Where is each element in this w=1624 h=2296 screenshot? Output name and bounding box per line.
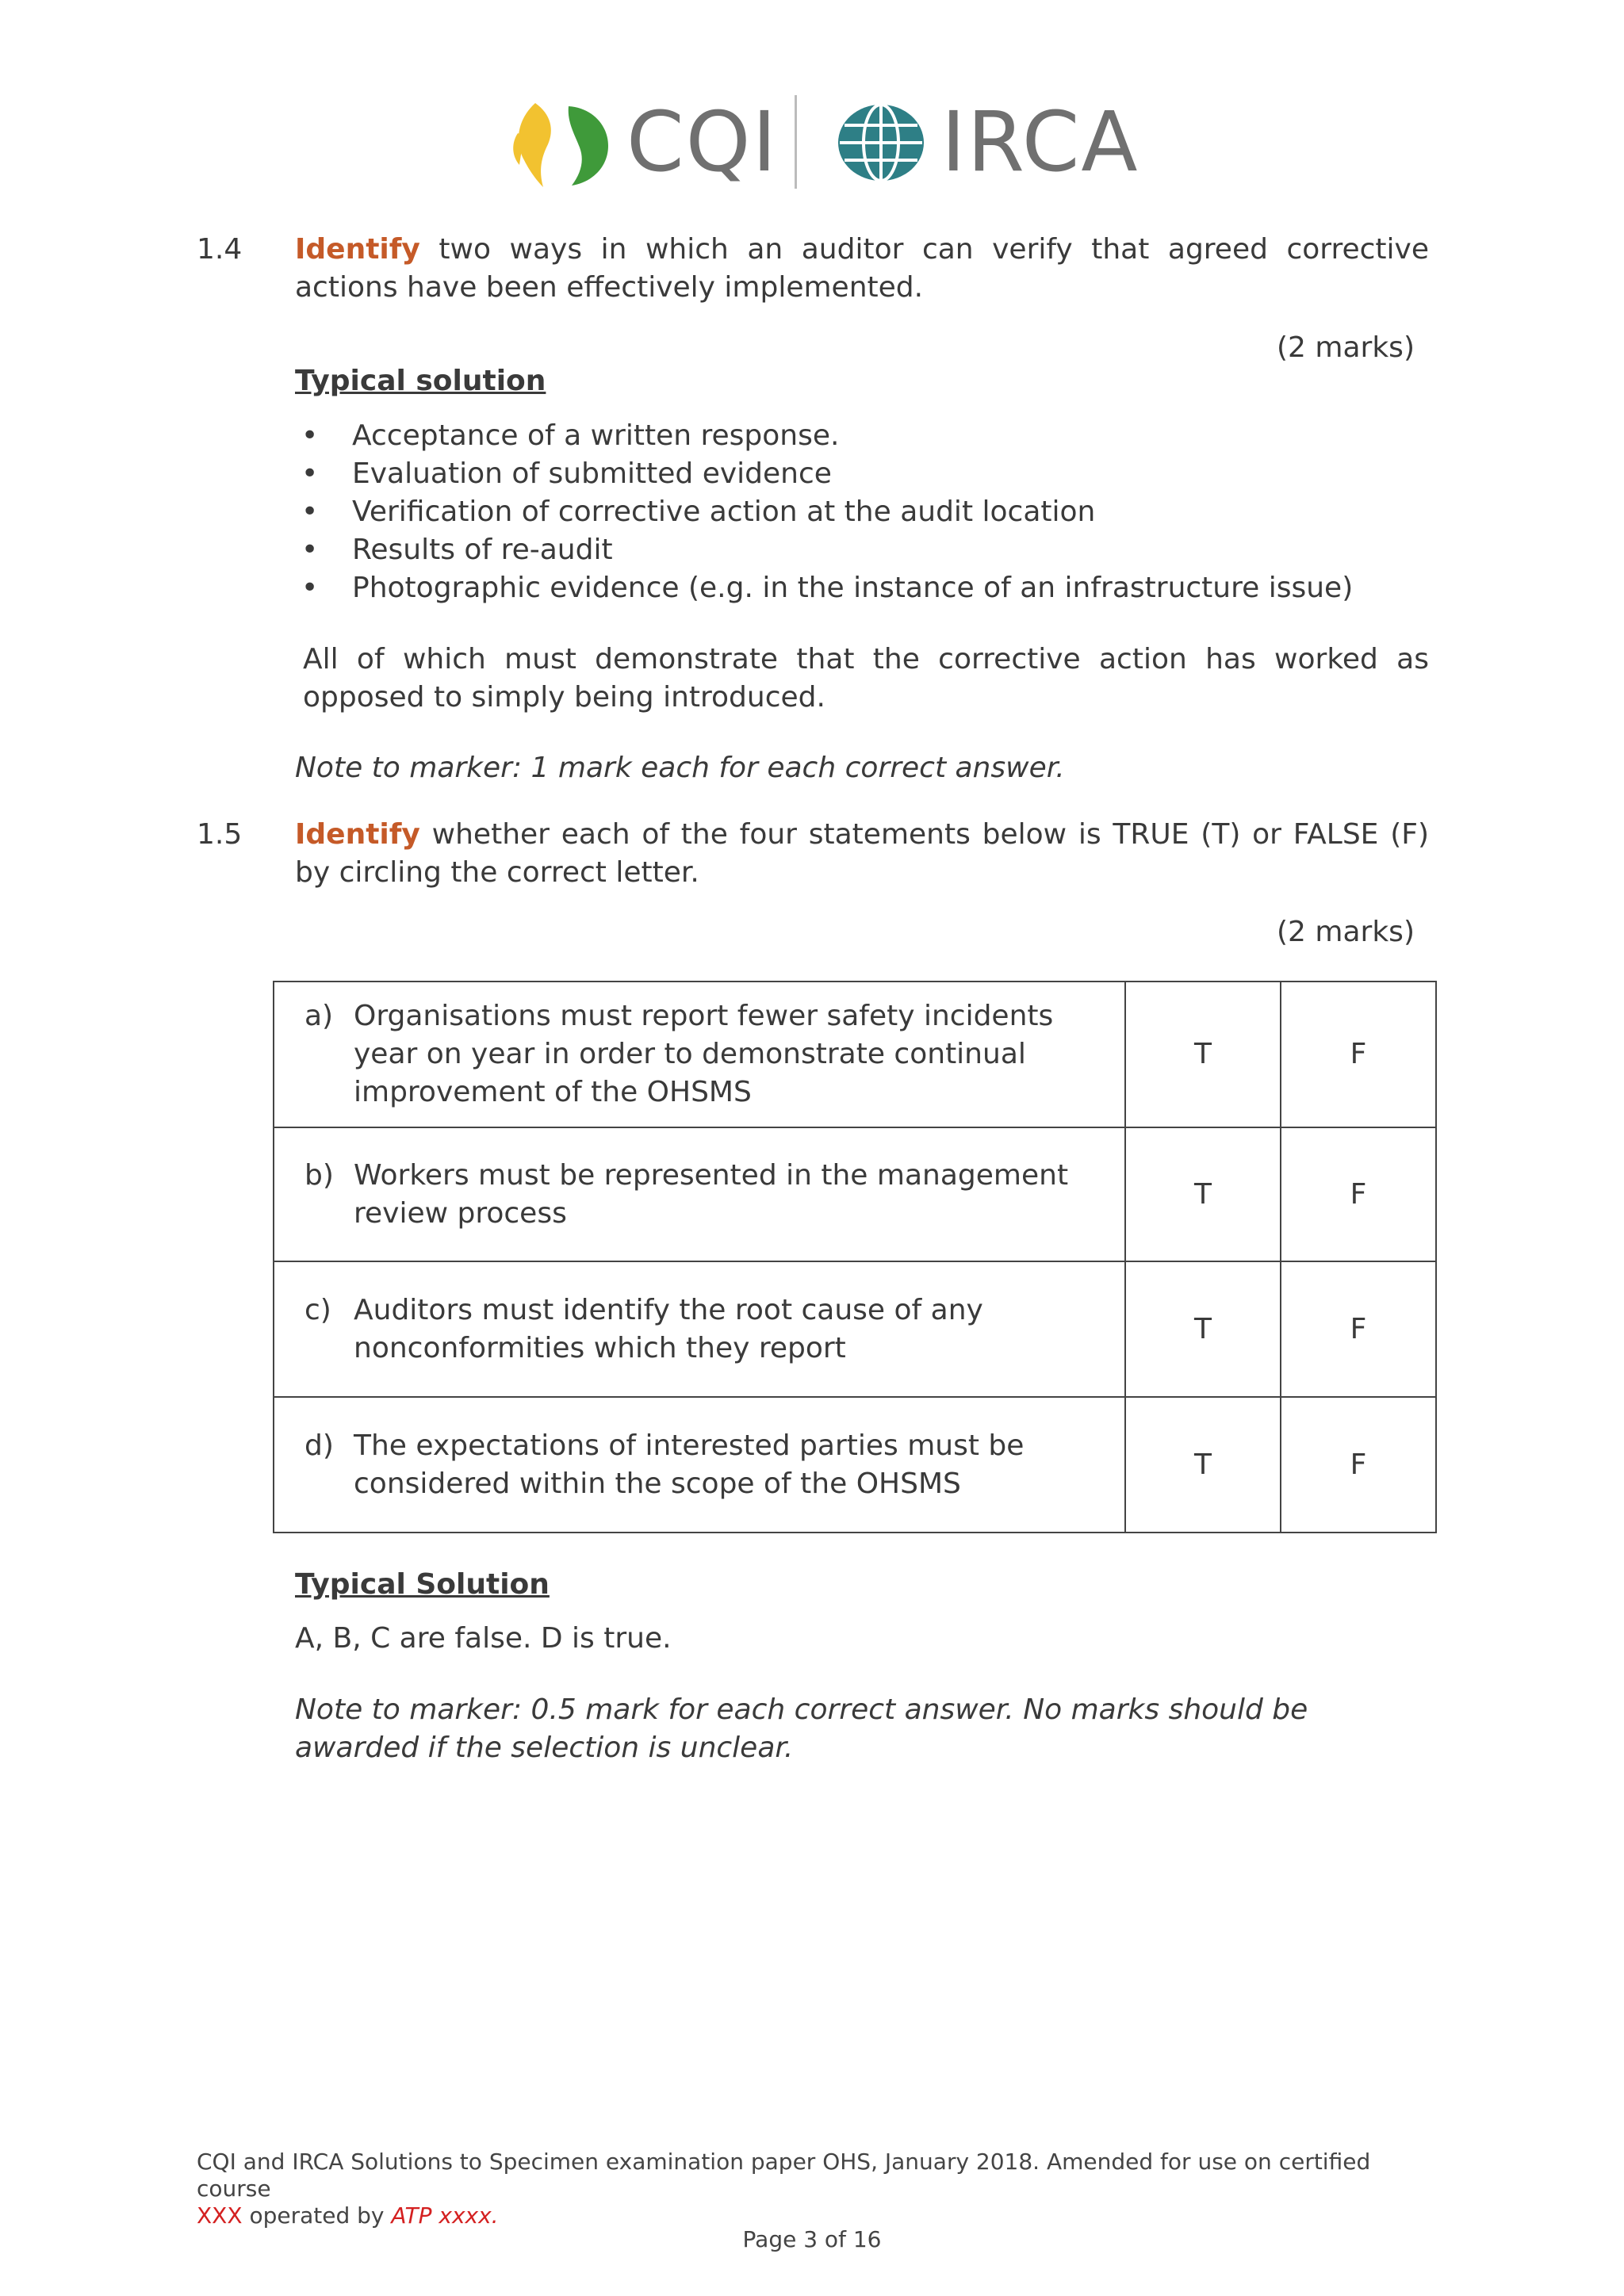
footer-line: CQI and IRCA Solutions to Specimen examination paper OHS, January 2018. Amended for use on certified course <box>197 2149 1371 2202</box>
false-option[interactable]: F <box>1281 1127 1436 1261</box>
false-option[interactable]: F <box>1281 982 1436 1127</box>
marker-note: Note to marker: 0.5 mark for each correct answer. No marks should be awarded if the selection is unclear. <box>295 1693 1308 1764</box>
question-rest: whether each of the four statements below is TRUE (T) or FALSE (F) by circling the correct letter. <box>295 818 1429 889</box>
false-option[interactable]: F <box>1281 1397 1436 1533</box>
question-text <box>295 231 1429 307</box>
question-number: 1.5 <box>197 818 243 851</box>
list-item: • Photographic evidence (e.g. in the instance of an infrastructure issue) <box>295 569 1353 607</box>
footer-operated-by: operated by <box>242 2202 392 2229</box>
page-number: Page 3 of 16 <box>742 2226 882 2252</box>
question-text <box>295 816 1429 892</box>
marks-label: (2 marks) <box>1277 331 1415 364</box>
solution-paragraph: All of which must demonstrate that the corrective action has worked as opposed to simply being introduced. <box>303 643 1429 714</box>
solution-heading: Typical Solution <box>295 1568 550 1601</box>
table-row <box>274 1397 1436 1533</box>
irca-globe-icon <box>835 101 927 184</box>
table-row <box>274 982 1436 1127</box>
solution-heading: Typical solution <box>295 365 546 397</box>
true-option[interactable]: T <box>1125 982 1281 1127</box>
statement-cell <box>274 982 1125 1127</box>
marker-note: Note to marker: 1 mark each for each correct answer. <box>295 752 1065 784</box>
list-item: • Acceptance of a written response. <box>295 417 1353 455</box>
statement-label: a) <box>304 1000 334 1032</box>
solution-bullet-list <box>295 417 1353 607</box>
statement-label: d) <box>304 1429 334 1462</box>
statement-cell <box>274 1127 1125 1261</box>
irca-wordmark: IRCA <box>941 94 1139 190</box>
statement-text: Workers must be represented in the management review process <box>354 1158 1069 1230</box>
course-code: XXX <box>197 2202 243 2229</box>
marks-label: (2 marks) <box>1277 916 1415 948</box>
list-item: • Evaluation of submitted evidence <box>295 455 1353 493</box>
statement-cell <box>274 1261 1125 1397</box>
list-item: • Results of re-audit <box>295 531 1353 569</box>
true-false-table <box>273 981 1437 1533</box>
false-option[interactable]: F <box>1281 1261 1436 1397</box>
statement-text: The expectations of interested parties must be considered within the scope of the OHSMS <box>354 1429 1025 1500</box>
question-rest: two ways in which an auditor can verify that agreed corrective actions have been effectively implemented. <box>295 233 1429 304</box>
statement-cell <box>274 1397 1125 1533</box>
true-option[interactable]: T <box>1125 1127 1281 1261</box>
cqi-leaf-icon <box>504 94 622 192</box>
logo-divider <box>795 95 797 189</box>
statement-label: c) <box>304 1293 331 1326</box>
question-keyword: Identify <box>295 818 420 851</box>
list-item: • Verification of corrective action at the audit location <box>295 493 1353 531</box>
table-row <box>274 1127 1436 1261</box>
true-option[interactable]: T <box>1125 1397 1281 1533</box>
footer-text <box>197 2149 1434 2229</box>
table-row <box>274 1261 1436 1397</box>
solution-answer: A, B, C are false. D is true. <box>295 1622 672 1655</box>
question-number: 1.4 <box>197 233 243 266</box>
true-option[interactable]: T <box>1125 1261 1281 1397</box>
atp-code: ATP xxxx. <box>391 2202 499 2229</box>
statement-text: Auditors must identify the root cause of any nonconformities which they report <box>354 1293 983 1364</box>
question-keyword: Identify <box>295 233 420 266</box>
cqi-wordmark: CQI <box>626 94 779 190</box>
header-logo <box>504 89 1139 196</box>
statement-text: Organisations must report fewer safety incidents year on year in order to demonstrate continual improvement of the OHSMS <box>354 1000 1054 1108</box>
statement-label: b) <box>304 1158 334 1192</box>
